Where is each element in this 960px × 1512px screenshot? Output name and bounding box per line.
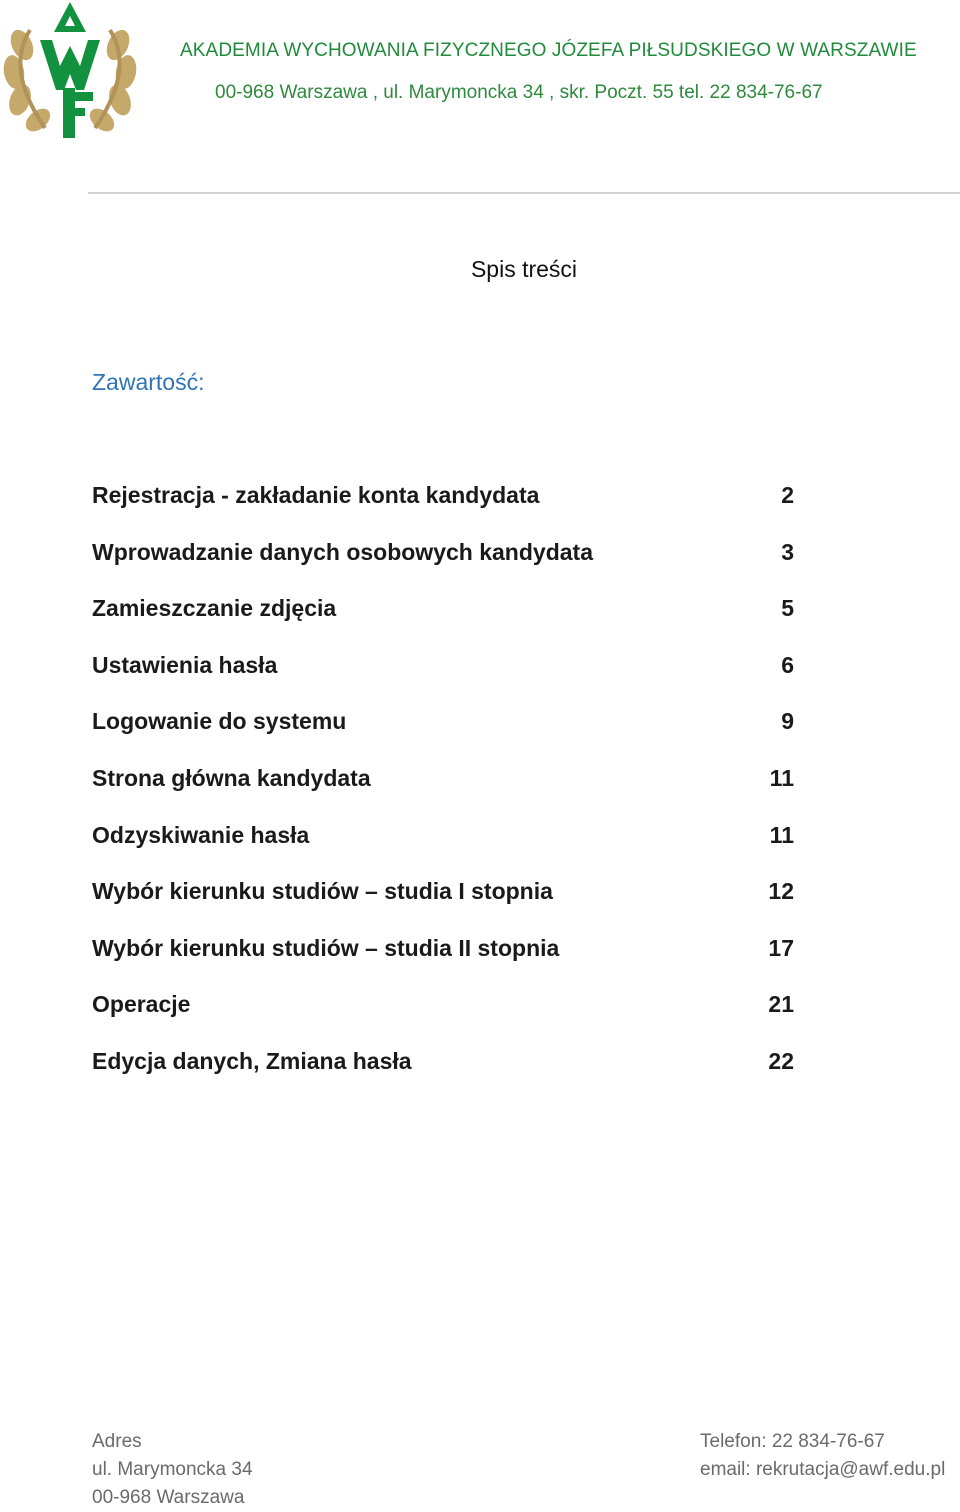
footer-street: ul. Marymoncka 34 — [92, 1459, 253, 1480]
footer-contact — [700, 1428, 945, 1484]
toc-entry-page: 6 — [781, 651, 794, 678]
toc-entry-photo-upload[interactable] — [92, 595, 794, 652]
toc-entry-page: 21 — [768, 991, 794, 1018]
table-of-contents — [92, 482, 794, 1105]
toc-entry-page: 12 — [768, 878, 794, 905]
footer-email[interactable]: email: rekrutacja@awf.edu.pl — [700, 1459, 946, 1480]
toc-entry-label: Wybór kierunku studiów – studia I stopnia — [92, 878, 553, 905]
toc-entry-page: 3 — [781, 538, 794, 565]
toc-entry-page: 11 — [769, 821, 794, 848]
toc-entry-page: 17 — [768, 934, 794, 961]
toc-entry-label: Ustawienia hasła — [92, 651, 278, 678]
toc-entry-label: Zamieszczanie zdjęcia — [92, 595, 337, 622]
toc-entry-operations[interactable] — [92, 991, 794, 1048]
toc-entry-label: Wprowadzanie danych osobowych kandydata — [92, 538, 593, 565]
toc-entry-page: 22 — [768, 1047, 794, 1074]
toc-entry-password-recovery[interactable] — [92, 822, 794, 879]
toc-entry-page: 2 — [781, 482, 794, 508]
institution-address: 00-968 Warszawa , ul. Marymoncka 34 , skr. Poczt. 55 tel. 22 834-76-67 — [215, 82, 823, 103]
toc-entry-page: 9 — [781, 708, 794, 735]
institution-name: AKADEMIA WYCHOWANIA FIZYCZNEGO JÓZEFA PIŁSUDSKIEGO W WARSZAWIE — [180, 40, 917, 61]
toc-heading: Zawartość: — [92, 369, 205, 395]
toc-entry-label: Operacje — [92, 991, 191, 1018]
toc-entry-personal-data[interactable] — [92, 539, 794, 596]
toc-entry-registration[interactable] — [92, 482, 794, 539]
footer-address-label: Adres — [92, 1431, 142, 1452]
toc-entry-label: Rejestracja - zakładanie konta kandydata — [92, 482, 540, 508]
footer-phone: Telefon: 22 834-76-67 — [700, 1431, 885, 1452]
toc-entry-first-cycle-studies[interactable] — [92, 878, 794, 935]
header-divider — [88, 192, 960, 194]
toc-entry-label: Logowanie do systemu — [92, 708, 347, 735]
toc-entry-edit-data[interactable] — [92, 1048, 794, 1105]
toc-entry-page: 11 — [769, 764, 794, 791]
toc-entry-label: Odzyskiwanie hasła — [92, 821, 310, 848]
footer-city: 00-968 Warszawa — [92, 1487, 245, 1508]
toc-entry-page: 5 — [781, 595, 794, 622]
toc-entry-password-settings[interactable] — [92, 652, 794, 709]
toc-entry-second-cycle-studies[interactable] — [92, 935, 794, 992]
toc-entry-login[interactable] — [92, 708, 794, 765]
toc-entry-label: Wybór kierunku studiów – studia II stopnia — [92, 934, 560, 961]
document-title: Spis treści — [470, 256, 578, 282]
toc-entry-label: Strona główna kandydata — [92, 764, 371, 791]
footer-address — [92, 1428, 253, 1512]
toc-entry-label: Edycja danych, Zmiana hasła — [92, 1047, 412, 1074]
toc-entry-candidate-home[interactable] — [92, 765, 794, 822]
awf-logo-icon — [0, 0, 140, 142]
